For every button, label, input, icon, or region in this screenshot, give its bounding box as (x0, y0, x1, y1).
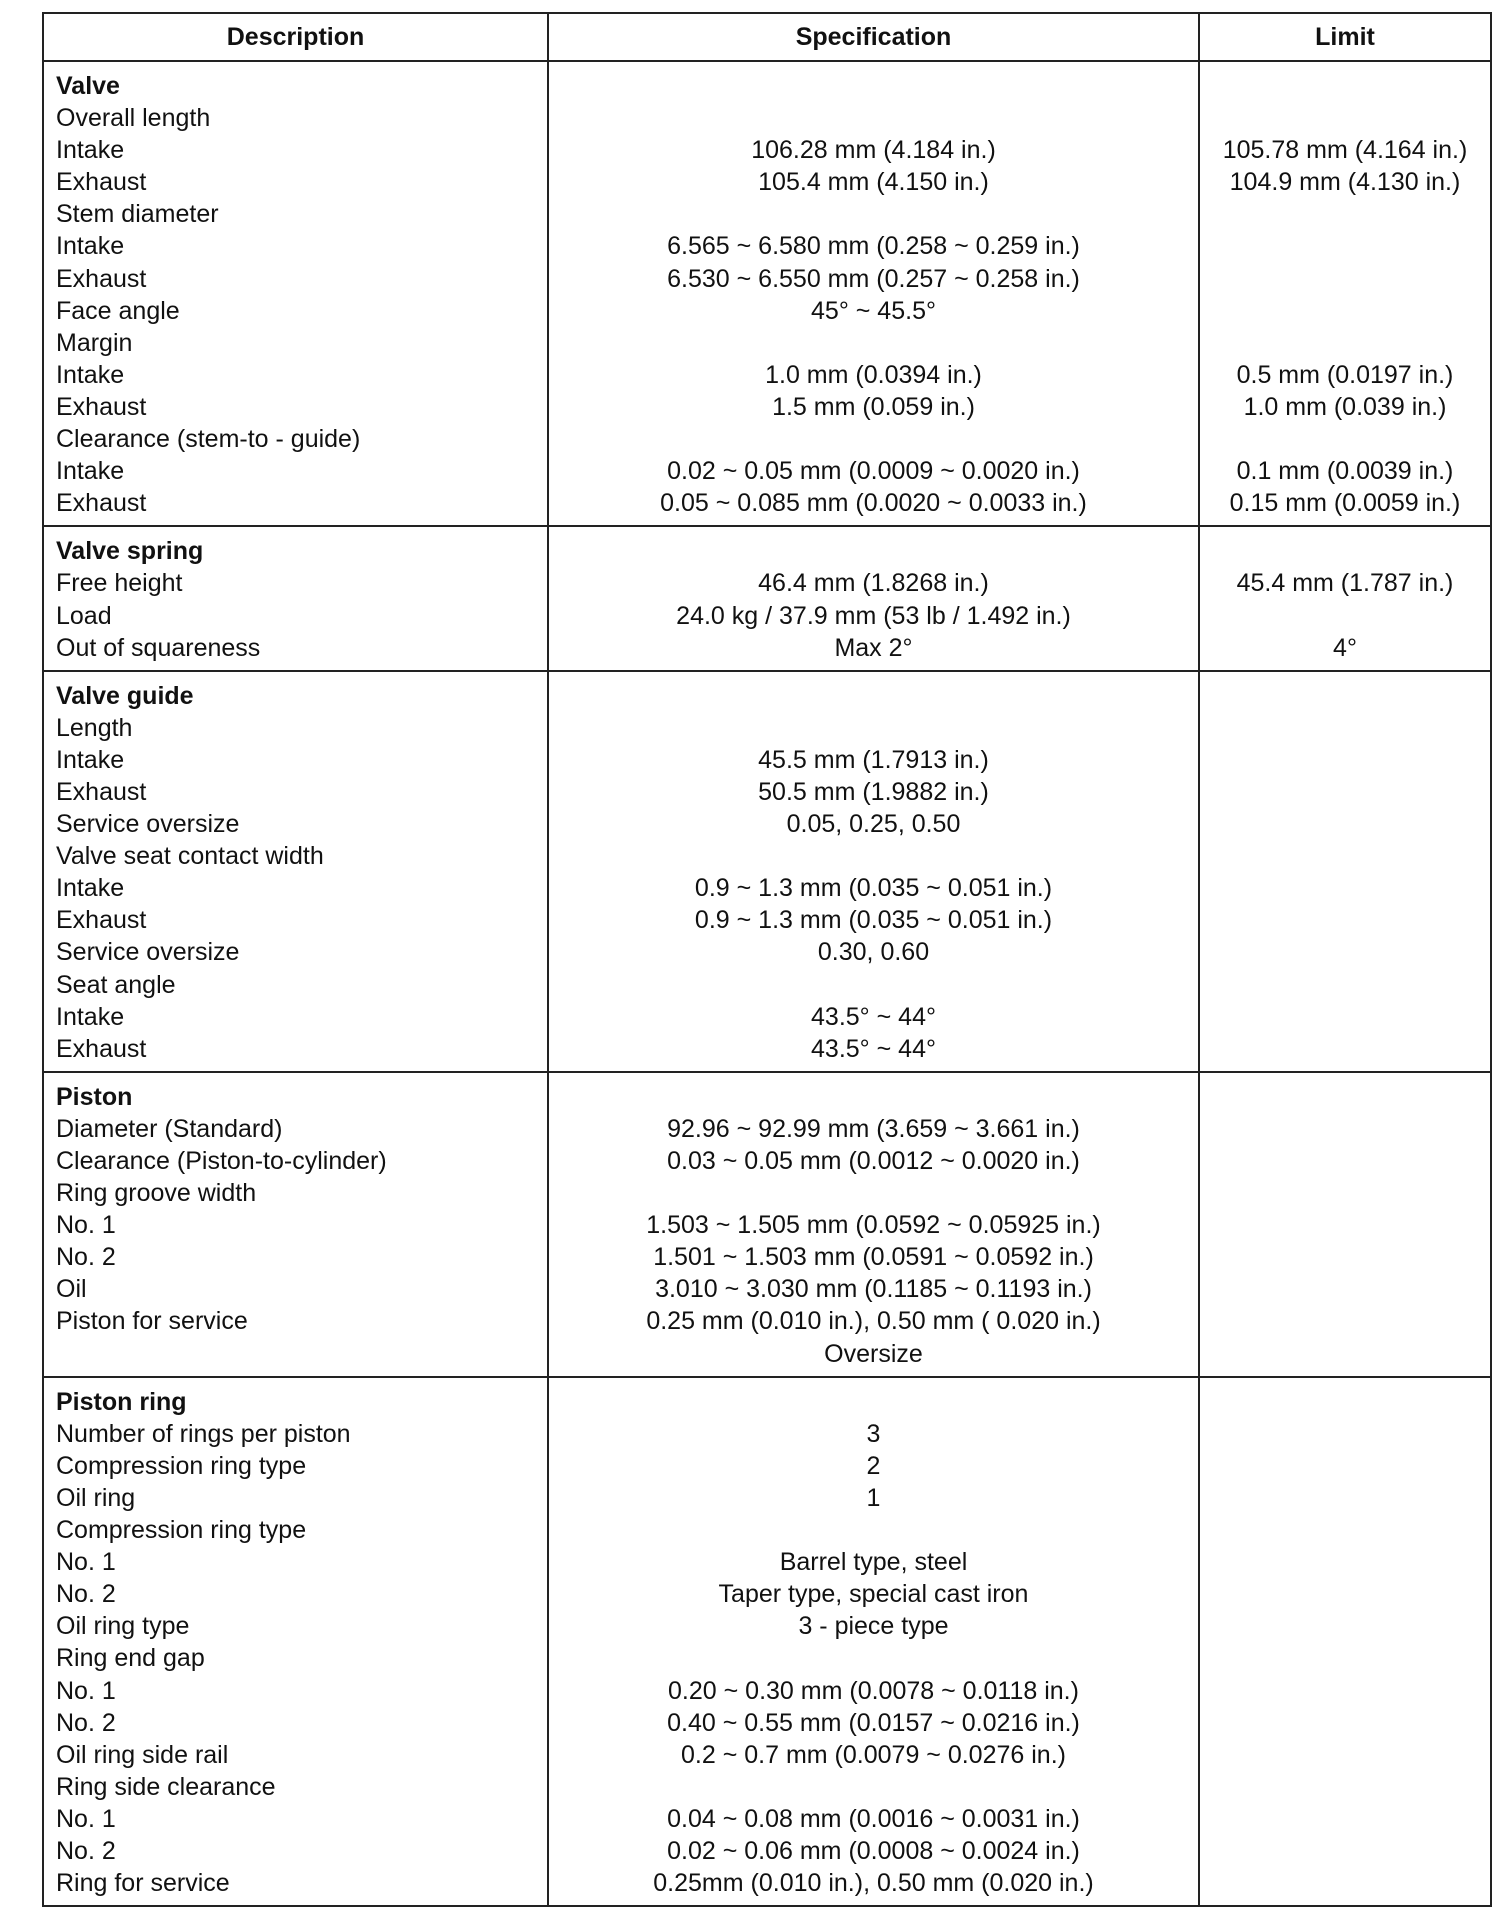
row-limit (1200, 1482, 1490, 1514)
row-spec: 45.5 mm (1.7913 in.) (758, 745, 989, 774)
row-limit (1200, 295, 1490, 327)
row-spec (549, 969, 1198, 1001)
row-desc: Ring for service (56, 1869, 230, 1898)
row-spec (549, 1514, 1198, 1546)
row-spec: 106.28 mm (4.184 in.) (751, 136, 996, 165)
limit-cell (1199, 61, 1491, 526)
row-spec: 1.0 mm (0.0394 in.) (765, 360, 982, 389)
row-limit (1200, 1273, 1490, 1305)
row-limit (1200, 1514, 1490, 1546)
row-limit (1200, 263, 1490, 295)
row-desc: Intake (56, 232, 125, 261)
section-title-spacer (1200, 1386, 1490, 1418)
row-desc: Compression ring type (56, 1516, 307, 1545)
section-title-spacer (549, 680, 1198, 712)
row-spec: 1.503 ~ 1.505 mm (0.0592 ~ 0.05925 in.) (646, 1211, 1101, 1240)
header-row (43, 13, 1491, 61)
section-block (43, 1072, 1491, 1377)
row-limit (1200, 1803, 1490, 1835)
row-spec: 0.05, 0.25, 0.50 (786, 810, 961, 839)
row-spec: 0.05 ~ 0.085 mm (0.0020 ~ 0.0033 in.) (660, 489, 1087, 518)
limit-cell (1199, 1072, 1491, 1377)
row-spec (549, 327, 1198, 359)
row-spec: 45° ~ 45.5° (811, 296, 936, 325)
row-spec: 0.04 ~ 0.08 mm (0.0016 ~ 0.0031 in.) (667, 1804, 1080, 1833)
row-limit: 0.1 mm (0.0039 in.) (1236, 457, 1454, 486)
row-spec: 0.20 ~ 0.30 mm (0.0078 ~ 0.0118 in.) (668, 1676, 1079, 1705)
row-spec: 0.30, 0.60 (817, 938, 930, 967)
row-desc: Ring side clearance (56, 1772, 276, 1801)
row-desc: Out of squareness (56, 633, 261, 662)
header-description: Description (43, 13, 548, 61)
row-spec: 0.9 ~ 1.3 mm (0.035 ~ 0.051 in.) (694, 906, 1053, 935)
row-desc: No. 1 (56, 1804, 116, 1833)
row-limit (1200, 1739, 1490, 1771)
row-limit: 105.78 mm (4.164 in.) (1222, 136, 1468, 165)
row-desc: No. 1 (56, 1676, 116, 1705)
row-spec: Oversize (824, 1339, 923, 1368)
specification-cell (548, 526, 1199, 670)
row-desc: Service oversize (56, 938, 240, 967)
row-desc: Oil ring type (56, 1612, 190, 1641)
row-spec: 1 (866, 1483, 881, 1512)
specification-cell (548, 1377, 1199, 1907)
description-cell (43, 526, 548, 670)
row-limit (1200, 1001, 1490, 1033)
section-title-spacer (549, 1386, 1198, 1418)
row-limit (1200, 102, 1490, 134)
row-limit (1200, 1675, 1490, 1707)
row-desc (44, 1338, 547, 1370)
row-desc: Valve seat contact width (56, 842, 324, 871)
row-limit (1200, 840, 1490, 872)
row-spec: 43.5° ~ 44° (811, 1034, 936, 1063)
row-desc: Intake (56, 136, 125, 165)
row-desc: No. 1 (56, 1548, 116, 1577)
row-spec: 0.2 ~ 0.7 mm (0.0079 ~ 0.0276 in.) (681, 1740, 1066, 1769)
section-block (43, 526, 1491, 670)
row-desc: Oil ring (56, 1483, 136, 1512)
row-spec (549, 1771, 1198, 1803)
row-limit (1200, 1418, 1490, 1450)
row-limit (1200, 1450, 1490, 1482)
row-limit: 0.5 mm (0.0197 in.) (1236, 360, 1454, 389)
limit-cell (1199, 671, 1491, 1072)
row-spec: 3 (866, 1419, 881, 1448)
row-desc: Ring end gap (56, 1644, 205, 1673)
row-limit: 45.4 mm (1.787 in.) (1236, 569, 1454, 598)
header-specification: Specification (548, 13, 1199, 61)
row-spec (549, 423, 1198, 455)
row-spec (549, 198, 1198, 230)
row-limit (1200, 872, 1490, 904)
header-limit: Limit (1199, 13, 1491, 61)
row-limit: 104.9 mm (4.130 in.) (1229, 168, 1461, 197)
row-spec: 0.02 ~ 0.06 mm (0.0008 ~ 0.0024 in.) (667, 1836, 1080, 1865)
row-limit (1200, 1033, 1490, 1065)
row-desc: No. 2 (56, 1836, 116, 1865)
row-spec: 1.5 mm (0.059 in.) (772, 392, 975, 421)
row-desc: Overall length (56, 104, 211, 133)
row-limit (1200, 1771, 1490, 1803)
row-desc: Exhaust (56, 489, 147, 518)
limit-cell (1199, 526, 1491, 670)
description-cell (43, 1377, 548, 1907)
row-spec: 0.02 ~ 0.05 mm (0.0009 ~ 0.0020 in.) (667, 457, 1080, 486)
row-spec: Barrel type, steel (779, 1548, 968, 1577)
row-spec: 3.010 ~ 3.030 mm (0.1185 ~ 0.1193 in.) (655, 1275, 1092, 1304)
row-limit (1200, 1610, 1490, 1642)
row-limit: 0.15 mm (0.0059 in.) (1229, 489, 1461, 518)
row-limit (1200, 423, 1490, 455)
section-title-spacer (549, 1081, 1198, 1113)
row-limit (1200, 600, 1490, 632)
row-limit (1200, 1707, 1490, 1739)
row-desc: Exhaust (56, 392, 147, 421)
row-spec: 46.4 mm (1.8268 in.) (758, 569, 989, 598)
row-limit: 4° (1333, 633, 1357, 662)
limit-cell (1199, 1377, 1491, 1907)
row-spec: 105.4 mm (4.150 in.) (758, 168, 989, 197)
row-limit (1200, 327, 1490, 359)
row-limit (1200, 1177, 1490, 1209)
row-limit (1200, 1835, 1490, 1867)
section-title-spacer (1200, 680, 1490, 712)
section-block (43, 61, 1491, 526)
description-cell (43, 671, 548, 1072)
section-title-spacer (1200, 535, 1490, 567)
row-spec (549, 840, 1198, 872)
row-desc: Exhaust (56, 1034, 147, 1063)
row-spec (549, 1642, 1198, 1674)
section-title-spacer (1200, 1081, 1490, 1113)
row-spec: 0.40 ~ 0.55 mm (0.0157 ~ 0.0216 in.) (667, 1708, 1080, 1737)
section-title: Piston ring (56, 1387, 187, 1416)
row-spec: 1.501 ~ 1.503 mm (0.0591 ~ 0.0592 in.) (653, 1243, 1094, 1272)
row-limit (1200, 1338, 1490, 1370)
row-limit: 1.0 mm (0.039 in.) (1243, 392, 1447, 421)
row-desc: Clearance (stem-to - guide) (56, 425, 361, 454)
row-spec: 50.5 mm (1.9882 in.) (758, 777, 989, 806)
row-spec: 0.25mm (0.010 in.), 0.50 mm (0.020 in.) (653, 1869, 1094, 1898)
row-desc: Exhaust (56, 777, 147, 806)
description-cell (43, 61, 548, 526)
row-desc: Service oversize (56, 810, 240, 839)
row-limit (1200, 198, 1490, 230)
row-limit (1200, 1209, 1490, 1241)
row-spec: 0.03 ~ 0.05 mm (0.0012 ~ 0.0020 in.) (667, 1147, 1080, 1175)
row-desc: Margin (56, 328, 133, 357)
row-limit (1200, 969, 1490, 1001)
row-limit (1200, 230, 1490, 262)
row-spec: 0.25 mm (0.010 in.), 0.50 mm ( 0.020 in.) (646, 1307, 1101, 1336)
row-desc: Clearance (Piston-to-cylinder) (56, 1147, 387, 1175)
row-limit (1200, 744, 1490, 776)
row-desc: Oil ring side rail (56, 1740, 229, 1769)
row-spec (549, 712, 1198, 744)
row-desc: Ring groove width (56, 1179, 257, 1208)
row-desc: Intake (56, 874, 125, 903)
row-desc: Intake (56, 360, 125, 389)
section-title: Valve guide (56, 681, 194, 710)
row-spec: 2 (866, 1451, 881, 1480)
table-body (43, 61, 1491, 1906)
row-spec: 92.96 ~ 92.99 mm (3.659 ~ 3.661 in.) (667, 1114, 1080, 1143)
section-title: Valve spring (56, 537, 204, 566)
specification-table (42, 12, 1492, 1907)
row-desc: Number of rings per piston (56, 1419, 351, 1448)
row-limit (1200, 1305, 1490, 1337)
section-title-spacer (549, 535, 1198, 567)
row-desc: No. 2 (56, 1708, 116, 1737)
row-desc: Exhaust (56, 264, 147, 293)
row-desc: Free height (56, 569, 183, 598)
row-desc: Stem diameter (56, 200, 219, 229)
row-spec: 43.5° ~ 44° (811, 1002, 936, 1031)
row-limit (1200, 1642, 1490, 1674)
row-spec: Max 2° (834, 633, 913, 662)
row-desc: Face angle (56, 296, 180, 325)
row-desc: No. 2 (56, 1580, 116, 1609)
specification-cell (548, 671, 1199, 1072)
row-spec: 3 - piece type (798, 1612, 949, 1641)
row-limit (1200, 712, 1490, 744)
row-desc: No. 1 (56, 1211, 116, 1240)
row-desc: No. 2 (56, 1243, 116, 1272)
row-limit (1200, 1867, 1490, 1899)
row-desc: Oil (56, 1275, 87, 1304)
row-limit (1200, 1578, 1490, 1610)
row-desc: Diameter (Standard) (56, 1114, 283, 1143)
section-block (43, 671, 1491, 1072)
row-limit (1200, 1145, 1490, 1177)
section-title: Valve (56, 72, 120, 100)
row-limit (1200, 904, 1490, 936)
row-limit (1200, 776, 1490, 808)
row-desc: Intake (56, 1002, 125, 1031)
section-title-spacer (549, 70, 1198, 102)
row-desc: Intake (56, 457, 125, 486)
description-cell (43, 1072, 548, 1377)
row-desc: Seat angle (56, 970, 176, 999)
row-spec: 6.565 ~ 6.580 mm (0.258 ~ 0.259 in.) (667, 232, 1080, 261)
section-title-spacer (1200, 70, 1490, 102)
row-spec: 24.0 kg / 37.9 mm (53 lb / 1.492 in.) (676, 601, 1071, 630)
row-desc: Intake (56, 745, 125, 774)
row-desc: Length (56, 713, 133, 742)
specification-cell (548, 1072, 1199, 1377)
row-desc: Compression ring type (56, 1451, 307, 1480)
row-desc: Load (56, 601, 112, 630)
row-limit (1200, 808, 1490, 840)
row-limit (1200, 1241, 1490, 1273)
row-spec: 0.9 ~ 1.3 mm (0.035 ~ 0.051 in.) (694, 874, 1053, 903)
row-spec: 6.530 ~ 6.550 mm (0.257 ~ 0.258 in.) (667, 264, 1080, 293)
row-desc: Exhaust (56, 906, 147, 935)
row-limit (1200, 1546, 1490, 1578)
section-block (43, 1377, 1491, 1907)
section-title: Piston (56, 1082, 133, 1111)
row-spec (549, 102, 1198, 134)
row-spec: Taper type, special cast iron (718, 1580, 1029, 1609)
row-desc: Piston for service (56, 1307, 248, 1336)
row-limit (1200, 1113, 1490, 1145)
row-spec (549, 1177, 1198, 1209)
row-limit (1200, 936, 1490, 968)
specification-cell (548, 61, 1199, 526)
row-desc: Exhaust (56, 168, 147, 197)
